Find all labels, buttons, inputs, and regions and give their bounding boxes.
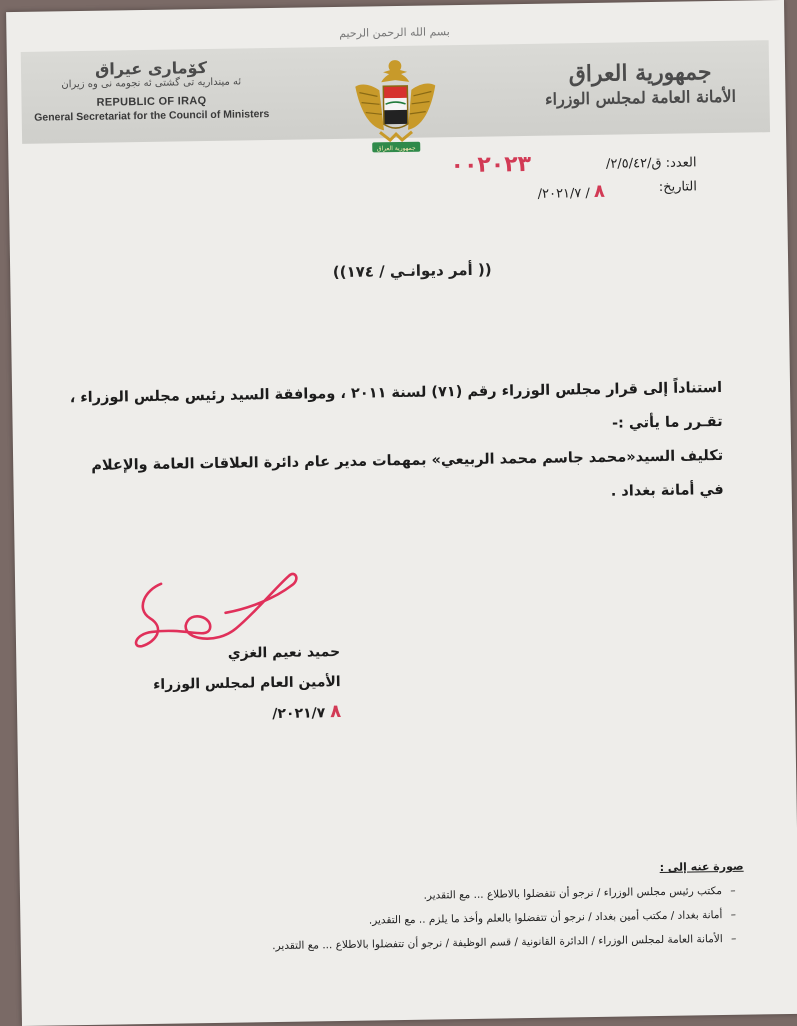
signatory-name: حميد نعيم الغزي [227, 644, 341, 662]
kurdish-header [51, 58, 251, 90]
english-republic: REPUBLIC OF IRAQ [96, 95, 207, 109]
reference-date-row [606, 175, 697, 200]
arabic-header [527, 58, 754, 109]
iraq-eagle-emblem-icon [353, 55, 439, 158]
english-header [31, 94, 271, 124]
arabic-secretariat: الأمانة العامة لمجلس الوزراء [544, 86, 737, 109]
date-rest: / ٢٠٢١/٧/ [537, 186, 590, 202]
number-stamp: ٠٠٢٠٢٣ [450, 151, 532, 179]
document-page [6, 0, 797, 1026]
english-secretariat: General Secretariat for the Council of Ministers [34, 108, 270, 124]
copy-to-title: صورة عنه إلى : [659, 859, 744, 875]
copy-to-dash: – [730, 908, 737, 921]
reference-block [606, 151, 697, 200]
number-value: ق/٢/٥/٤٢/ [605, 155, 662, 172]
copy-to-dash: – [731, 932, 737, 945]
signature-date-rest: ٢٠٢١/٧/ [272, 705, 326, 723]
copy-to-section [127, 855, 744, 961]
copy-to-text: أمانة بغداد / مكتب أمين بغداد / نرجو أن تتفضلوا بالعلم وأخذ ما يلزم .. مع التقدير. [368, 909, 723, 927]
kurdish-republic: کۆماری عیراق [94, 58, 208, 79]
signatory-block [150, 637, 341, 731]
signature-date [151, 697, 341, 731]
arabic-republic: جمهورية العراق [568, 59, 712, 88]
number-label: العدد: [665, 155, 697, 171]
letter-body [66, 371, 724, 517]
copy-to-text: مكتب رئيس مجلس الوزراء / نرجو أن تتفضلوا بالاطلاع ... مع التقدير. [423, 885, 723, 902]
basmala: بسم الله الرحمن الرحيم [339, 25, 450, 40]
signature-date-day: ٨ [329, 700, 342, 723]
body-paragraph-assignment: تكليف السيد«محمد جاسم محمد الربيعي» بمهمات مدير عام دائرة العلاقات العامة والإعلام في أمانة بغداد . [91, 447, 724, 500]
date-label: التاريخ: [658, 179, 698, 195]
order-title: (( أمر ديوانـي / ١٧٤)) [332, 260, 492, 282]
body-paragraph-basis: استناداً إلى قرار مجلس الوزراء رقم (٧١) لسنة ٢٠١١ ، وموافقة السيد رئيس مجلس الوزراء ، [69, 379, 723, 407]
reference-date [537, 181, 605, 203]
reference-number-row [606, 151, 697, 176]
emblem-banner-text: جمهورية العراق [376, 144, 416, 153]
kurdish-secretariat: ئه مینداریه تی گشتی ئه نجومه نی وه زیران [61, 76, 242, 90]
date-day-handwritten: ٨ [593, 180, 606, 202]
copy-to-text: الأمانة العامة لمجلس الوزراء / الدائرة القانونية / قسم الوظيفة / نرجو أن تتفضلوا بالاطلاع ... مع التقدير. [272, 933, 723, 953]
body-paragraph-decision: تقـرر ما يأتي :- [611, 413, 723, 432]
copy-to-dash: – [730, 884, 736, 897]
signatory-title: الأمين العام لمجلس الوزراء [153, 674, 341, 693]
